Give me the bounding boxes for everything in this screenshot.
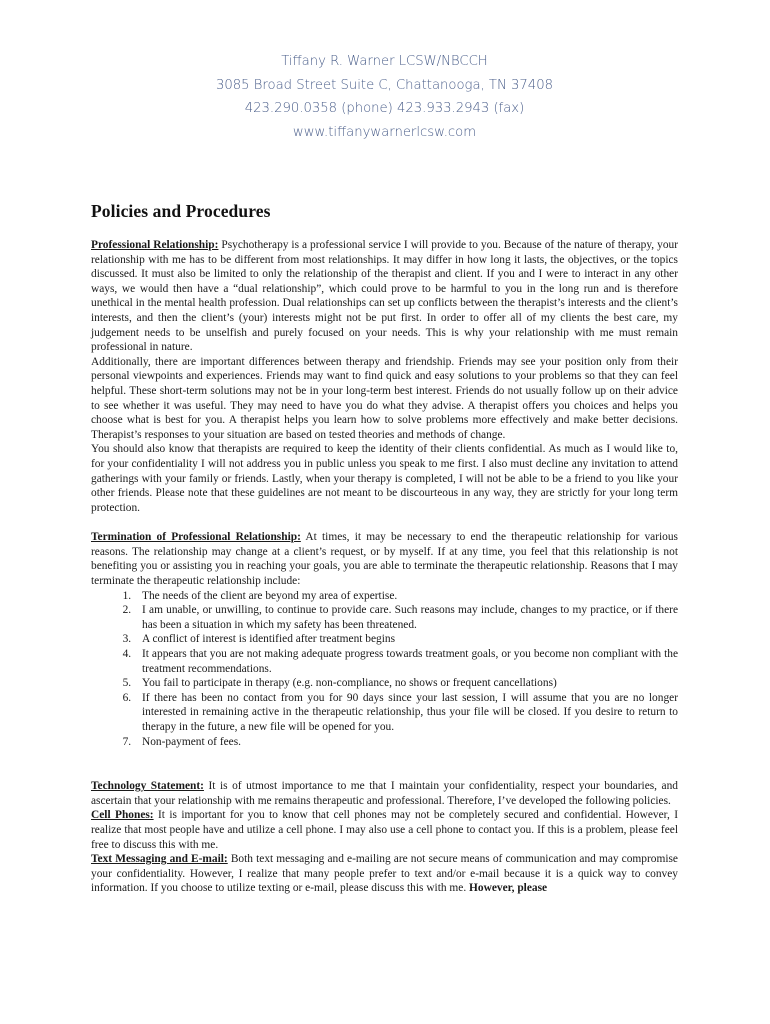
termination-reasons-list (91, 589, 678, 750)
termination-paragraph (91, 530, 678, 588)
confidentiality-paragraph: You should also know that therapists are required to keep the identity of their clients confidential. As much as I would like to, for your confidentiality I will not address you in public unless you speak to me first. I also must decline any invitation to attend gatherings with your family or friends. Lastly, when your therapy is completed, I will not be able to be a friend to you like your other friends. Please note that these guidelines are not meant to be discourteous in any way, they are strictly for your long term protection. (91, 443, 678, 514)
list-item: 3. A conflict of interest is identified after treatment begins (134, 632, 678, 647)
professional-relationship-text: Psychotherapy is a professional service I will provide to you. Because of the nature of therapy, your relationship with me has to be different from most relationships. It may differ in how long it lasts, the objectives, or the topics discussed. It must also be limited to only the relationship of the therapist and client. If you and I were to interact in any other ways, we would then have a “dual relationship”, which could prove to be harmful to you in the long run and is therefore unethical in the mental health profession. Dual relationships can set up conflicts between the therapist’s interests and the client’s interests, and then the client’s (your) interests might not be put first. In order to offer all of my clients the best care, my judgement needs to be unselfish and purely focused on your needs. This is why your relationship with me must remain professional in nature. (91, 239, 678, 354)
technology-paragraph (91, 779, 678, 808)
text-messaging-heading: Text Messaging and E-mail: (91, 853, 228, 866)
termination-intro: At times, it may be necessary to end the therapeutic relationship for various reasons. The relationship may change at a client’s request, or by myself. If at any time, you feel that this relationship is not benefiting you or assisting you in reaching your goals, you are able to terminate the therapeutic relationship. Reasons that I may terminate the therapeutic relationship include: (91, 531, 678, 588)
list-item: 1. The needs of the client are beyond my area of expertise. (134, 589, 678, 604)
technology-intro: It is of utmost importance to me that I maintain your confidentiality, respect your boundaries, and ascertain that your relationship with me remains therapeutic and professional. Therefore, I’ve developed the following policies. (91, 780, 678, 807)
list-item: 5. You fail to participate in therapy (e.g. non-compliance, no shows or frequent cancellations) (134, 676, 678, 691)
list-item: 7. Non-payment of fees. (134, 735, 678, 750)
professional-relationship-heading: Professional Relationship: (91, 239, 219, 251)
cell-phones-text: It is important for you to know that cell phones may not be completely secured and confidential. However, I realize that most people have and utilize a cell phone. I may also use a cell phone to contact you. If this is a problem, please feel free to discuss this with me. (91, 809, 678, 851)
friendship-paragraph: Additionally, there are important differences between therapy and friendship. Friends may see your position only from their personal viewpoints and experiences. Friends may want to find quick and easy solutions to your problems so that they can feel helpful. These short-term solutions may not be in your long-term best interest. Friends do not usually follow up on their advice to see whether it was useful. They may need to have you do what they advise. A therapist offers you choices and helps you choose what is best for you. A therapist helps you learn how to solve problems more effectively and make better decisions. Therapist’s responses to your situation are based on tested theories and methods of change. (91, 355, 678, 441)
list-item: 6. If there has been no contact from you for 90 days since your last session, I will assume that you are no longer interested in remaining active in the therapeutic relationship, thus your file will be closed. If you desire to return to therapy in the future, a new file will be opened for you. (134, 691, 678, 735)
text-messaging-bold: However, please (469, 882, 548, 895)
list-item: 2. I am unable, or unwilling, to continue to provide care. Such reasons may include, changes to my practice, or if there has been a situation in which my safety has been threatened. (134, 603, 678, 632)
letterhead (91, 50, 678, 144)
practice-address: 3085 Broad Street Suite C, Chattanooga, TN 37408 (216, 77, 553, 93)
cell-phones-heading: Cell Phones: (91, 809, 154, 822)
text-messaging-text: Both text messaging and e-mailing are not secure means of communication and may compromise your confidentiality. However, I realize that many people prefer to text and/or e-mail because it is a quick way to convey information. If you choose to utilize texting or e-mail, please discuss this with me. (91, 853, 678, 895)
contact-numbers: 423.290.0358 (phone) 423.933.2943 (fax) (244, 101, 525, 116)
termination-heading: Termination of Professional Relationship: (91, 531, 301, 544)
website-link[interactable]: www.tiffanywarnerlcsw.com (292, 124, 477, 140)
list-item: 4. It appears that you are not making adequate progress towards treatment goals, or you become non compliant with the treatment recommendations. (134, 647, 678, 676)
professional-relationship-paragraph (91, 238, 678, 355)
cell-phones-paragraph (91, 808, 678, 852)
page-title: Policies and Procedures (91, 201, 271, 221)
technology-heading: Technology Statement: (91, 780, 204, 793)
document-body (91, 238, 678, 896)
practitioner-name: Tiffany R. Warner LCSW/NBCCH (281, 54, 488, 69)
text-messaging-paragraph (91, 852, 678, 896)
